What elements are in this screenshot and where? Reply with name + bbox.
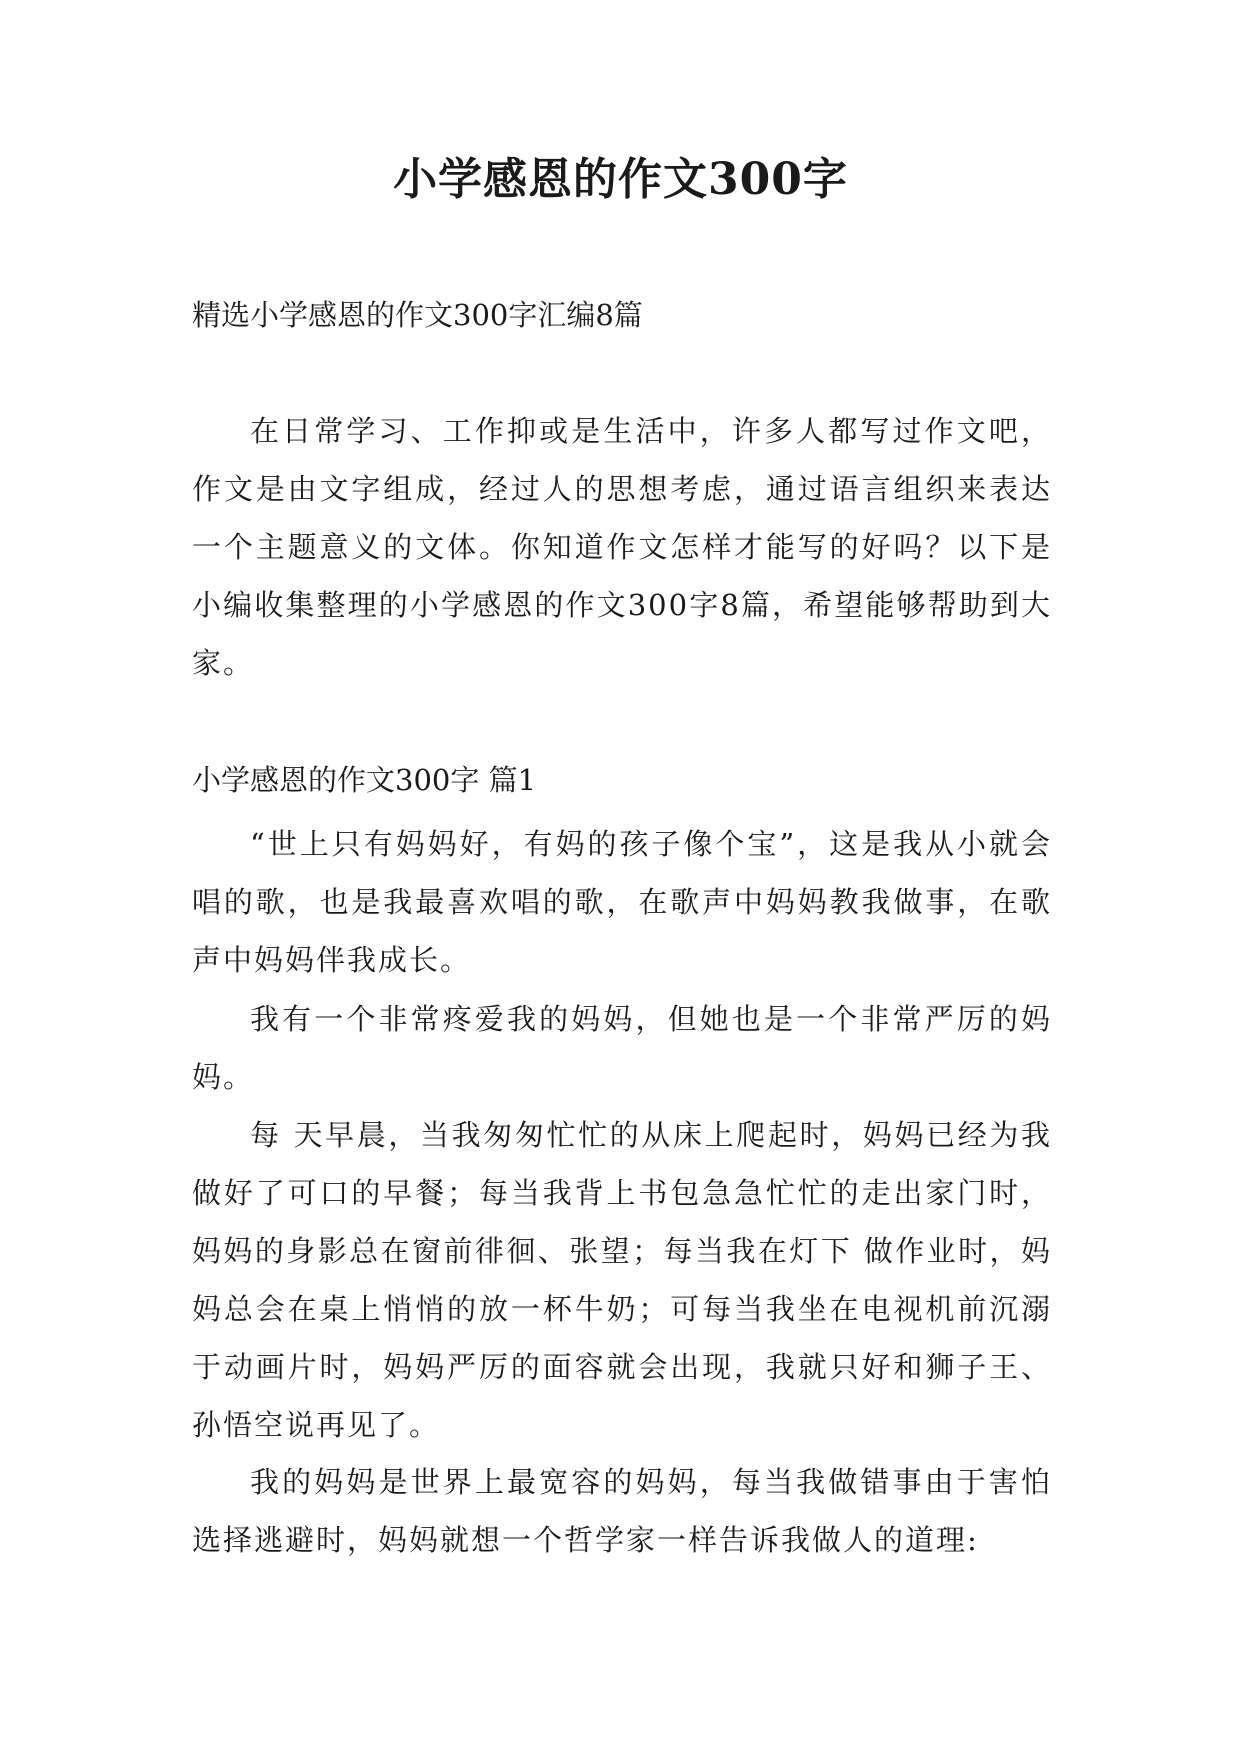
document-subtitle: 精选小学感恩的作文300字汇编8篇: [192, 298, 643, 332]
body-paragraph-1: “世上只有妈妈好，有妈的孩子像个宝”，这是我从小就会唱的歌，也是我最喜欢唱的歌，在歌声中妈妈教我做事，在歌声中妈妈伴我成长。: [192, 827, 1052, 977]
body-paragraph-4: 我的妈妈是世界上最宽容的妈妈，每当我做错事由于害怕选择逃避时，妈妈就想一个哲学家一样告诉我做人的道理:: [192, 1465, 1052, 1557]
section-heading: 小学感恩的作文300字 篇1: [192, 763, 537, 797]
body-paragraph-3: 每 天早晨，当我匆匆忙忙的从床上爬起时，妈妈已经为我做好了可口的早餐；每当我背上书包急急忙忙的走出家门时，妈妈的身影总在窗前徘徊、张望；每当我在灯下 做作业时，妈妈总会在桌上悄悄的放一杯牛奶；可每当我坐在电视机前沉溺于动画片时，妈妈严厉的面容就会出现，我就只好和狮子王、孙悟空说再见了。: [192, 1118, 1052, 1442]
body-paragraph-2: 我有一个非常疼爱我的妈妈，但她也是一个非常严厉的妈妈。: [192, 1002, 1052, 1094]
document-title: 小学感恩的作文300字: [393, 154, 848, 205]
intro-paragraph: 在日常学习、工作抑或是生活中，许多人都写过作文吧，作文是由文字组成，经过人的思想考虑，通过语言组织来表达一个主题意义的文体。你知道作文怎样才能写的好吗？以下是小编收集整理的小学感恩的作文300字8篇，希望能够帮助到大家。: [192, 414, 1052, 680]
